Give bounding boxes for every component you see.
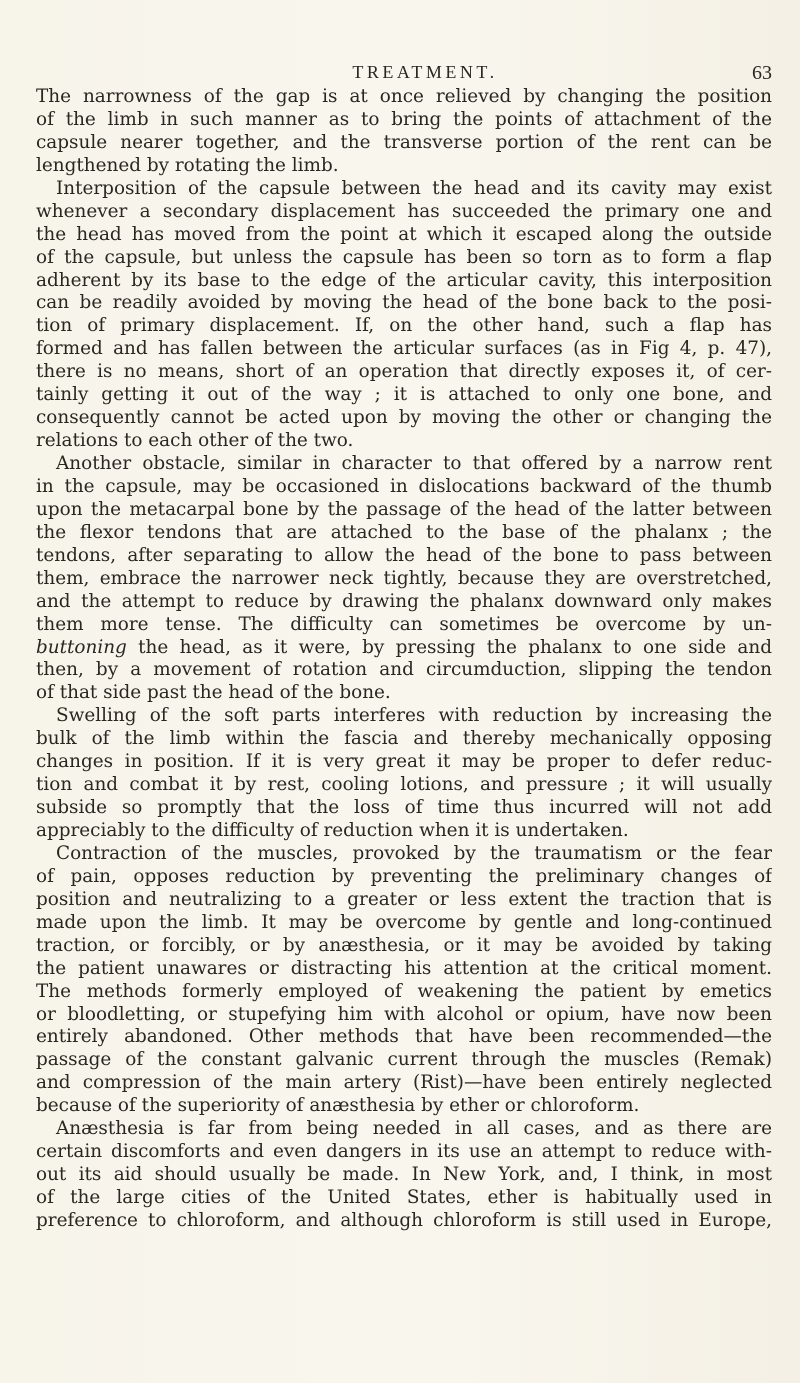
page-number: 63 xyxy=(752,62,772,84)
text-line: relations to each other of the two. xyxy=(36,430,354,452)
text-line: Contraction of the muscles, provoked by the traumatism or the fear xyxy=(56,842,772,864)
text-line: appreciably to the difficulty of reduction when it is undertaken. xyxy=(36,820,629,841)
text-line: and compression of the main artery (Rist)—have been entirely neglected xyxy=(36,1072,772,1094)
text-line: the flexor tendons that are attached to the base of the phalanx ; the xyxy=(36,521,772,543)
text-line: The narrowness of the gap is at once relieved by changing the position xyxy=(36,86,772,107)
text-line: there is no means, short of an operation that directly exposes it, of cer- xyxy=(36,361,772,383)
text-line: of the capsule, but unless the capsule has been so torn as to form a flap xyxy=(36,246,772,268)
text-line: tion of primary displacement. If, on the other hand, such a flap has xyxy=(36,315,772,337)
text-line: Swelling of the soft parts interferes with reduction by increasing the xyxy=(56,705,772,727)
text-line: out its aid should usually be made. In New York, and, I think, in most xyxy=(36,1164,772,1186)
text-line: tainly getting it out of the way ; it is attached to only one bone, and xyxy=(36,384,772,406)
text-line: tendons, after separating to allow the head of the bone to pass between xyxy=(36,544,772,566)
text-line: Interposition of the capsule between the head and its cavity may exist xyxy=(56,177,772,199)
running-head xyxy=(0,62,800,84)
text-line: certain discomforts and even dangers in its use an attempt to reduce with- xyxy=(36,1141,772,1163)
text-line: made upon the limb. It may be overcome by gentle and long-continued xyxy=(36,911,772,933)
text-line: preference to chloroform, and although chloroform is still used in Europe, xyxy=(36,1209,772,1231)
italic-text: buttoning the head, as it were, by pressing the phalanx to one side and xyxy=(36,636,772,658)
text-line: lengthened by rotating the limb. xyxy=(36,154,339,176)
text-line: position and neutralizing to a greater or less extent the traction that is xyxy=(36,888,772,910)
text-line: of the limb in such manner as to bring the points of attachment of the xyxy=(36,108,772,130)
text-line: then, by a movement of rotation and circumduction, slipping the tendon xyxy=(36,659,772,681)
running-title: TREATMENT. xyxy=(352,62,498,82)
text-line: the patient unawares or distracting his attention at the critical moment. xyxy=(36,957,772,979)
text-line: the head has moved from the point at which it escaped along the outside xyxy=(36,223,772,245)
text-line: of pain, opposes reduction by preventing the preliminary changes of xyxy=(36,865,772,887)
text-line: passage of the constant galvanic current through the muscles (Remak) xyxy=(36,1049,772,1071)
text-line: because of the superiority of anæsthesia by ether or chloroform. xyxy=(36,1095,640,1117)
text-line: capsule nearer together, and the transverse portion of the rent can be xyxy=(36,131,772,153)
text-line: consequently cannot be acted upon by moving the other or changing the xyxy=(36,407,772,429)
text-line: tion and combat it by rest, cooling lotions, and pressure ; it will usually xyxy=(36,774,772,796)
text-line: them more tense. The difficulty can sometimes be overcome by un- xyxy=(36,613,772,635)
text-line: of the large cities of the United States, ether is habitually used in xyxy=(36,1187,772,1208)
text-line: can be readily avoided by moving the head of the bone back to the posi- xyxy=(36,292,772,314)
text-line: and the attempt to reduce by drawing the phalanx downward only makes xyxy=(36,590,772,612)
text-line: them, embrace the narrower neck tightly, because they are overstretched, xyxy=(36,567,772,589)
text-line: entirely abandoned. Other methods that have been recommended—the xyxy=(36,1026,772,1048)
text-line: subside so promptly that the loss of time thus incurred will not add xyxy=(36,797,772,819)
text-line: or bloodletting, or stupefying him with alcohol or opium, have now been xyxy=(36,1003,772,1025)
text-line: bulk of the limb within the fascia and thereby mechanically opposing xyxy=(36,728,772,750)
text-line: changes in position. If it is very great it may be proper to defer reduc- xyxy=(36,751,772,773)
text-line: Another obstacle, similar in character to that offered by a narrow rent xyxy=(56,453,772,474)
text-line: whenever a secondary displacement has succeeded the primary one and xyxy=(36,200,772,222)
body-text xyxy=(36,86,772,1233)
italic-word: buttoning xyxy=(36,636,127,658)
text-line: adherent by its base to the edge of the articular cavity, this interposition xyxy=(36,269,772,291)
text-line: of that side past the head of the bone. xyxy=(36,682,391,704)
text-line: formed and has fallen between the articular surfaces (as in Fig 4, p. 47), xyxy=(36,338,772,360)
text-line: The methods formerly employed of weakening the patient by emetics xyxy=(36,980,772,1002)
text-line: Anæsthesia is far from being needed in all cases, and as there are xyxy=(56,1118,772,1140)
text-line-italic-start xyxy=(36,637,772,660)
text-line: in the capsule, may be occasioned in dislocations backward of the thumb xyxy=(36,475,772,497)
text-line: upon the metacarpal bone by the passage of the head of the latter between xyxy=(36,498,772,520)
text-line: traction, or forcibly, or by anæsthesia, or it may be avoided by taking xyxy=(36,934,772,956)
